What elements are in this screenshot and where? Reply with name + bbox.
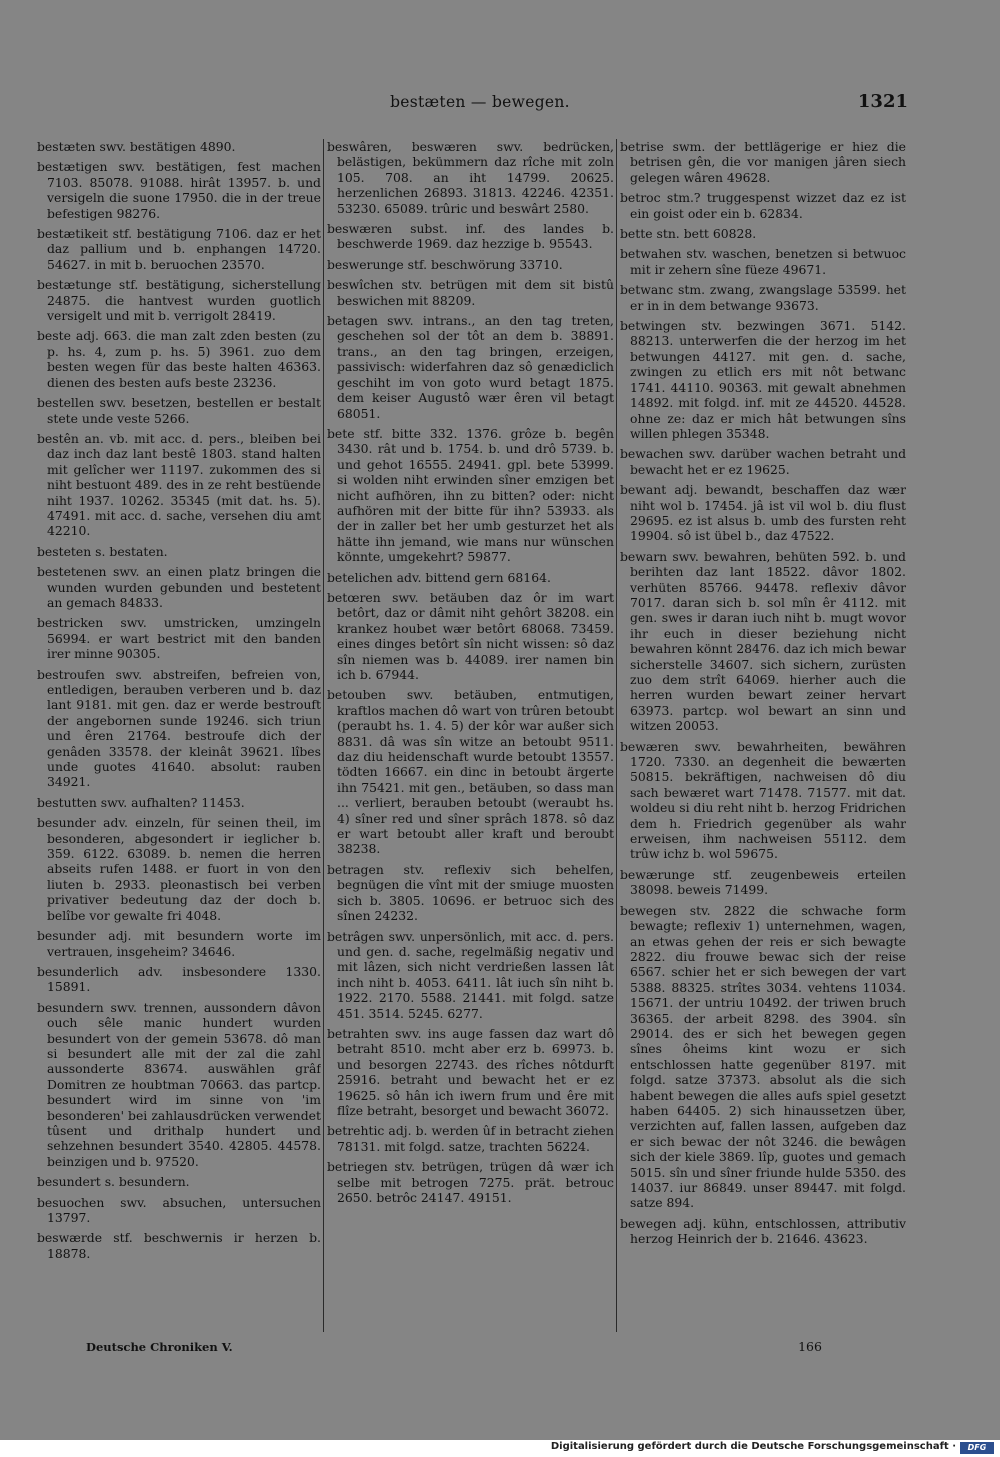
dictionary-entry: betelichen adv. bittend gern 68164. [327,569,551,585]
funding-notice: Digitalisierung gefördert durch die Deutsche Forschungsgemeinschaft · [550,1441,956,1452]
dictionary-entry: bewæren swv. bewahrheiten, bewähren 1720. 7330. an degenheit die bewærten 50815. bekräftigen, nachweisen dô diu sach bewæret wart 71478. 71577. mit dat. woldeu si diu reht niht b. herzog Fridrichen dem h. Friedrich gegenüber als wahr erweisen, ihm nachweisen 55112. dem trûw ichz b. wol 59675. [620,738,906,862]
dictionary-entry: betrâgen swv. unpersönlich, mit acc. d. pers. und gen. d. sache, regelmäßig negativ und mit lâzen, sich nicht verdrießen lassen lât inch niht b. 4053. 6411. lât iuch sîn niht b. 1922. 2170. 5588. 21441. mit folgd. satze 451. 3514. 5245. 6277. [327,928,614,1021]
dictionary-entry: betwanc stm. zwang, zwangslage 53599. het er in in dem betwange 93673. [620,282,906,313]
dictionary-column-right [620,139,906,1332]
dictionary-entry: bestroufen swv. abstreifen, befreien von, entledigen, berauben verberen und b. daz lant 9181. mit gen. daz er werde bestrouft der angebornen sunde 19246. sich triun und êren 21764. bestroufe dich der genâden 33578. der kleinât 39621. lîbes unde guotes 41640. absolut: rauben 34921. [37,666,321,790]
dictionary-entry: bewachen swv. darüber wachen betraht und bewacht het er ez 19625. [620,446,906,477]
dictionary-entry: betwahen stv. waschen, benetzen si betwuoc mit ir zehern sîne füeze 49671. [620,246,906,277]
dictionary-entry: bestutten swv. aufhalten? 11453. [37,794,245,810]
dictionary-entry: besteten s. bestaten. [37,543,168,559]
dictionary-entry: besunderlich adv. insbesondere 1330. 15891. [37,963,321,995]
dictionary-entry: beswærde stf. beschwernis ir herzen b. 18878. [37,1230,321,1261]
dictionary-entry: bewant adj. bewandt, beschaffen daz wær niht wol b. 17454. jâ ist vil wol b. diu flust 29695. ez ist alsus b. umb des fursten reht 19904. sô ist übel b., daz 47522. [620,482,906,544]
dictionary-entry: besundern swv. trennen, aussondern dâvon ouch sêle manic hundert wurden besundert von der gemein 53678. dô man si besundert alle mit der zal die zahl aussonderte 83674. auswählen grâf Domitren ze houbtman 70663. das partcp. besundert wird im sinne von 'im besonderen' bei zahlausdrücken verwendet tûsent und drithalp hundert und sehzehnen besundert 3540. 42805. 44578. beinzigen und b. 97520. [37,999,321,1169]
dictionary-entry: beswerunge stf. beschwörung 33710. [327,256,563,272]
dictionary-entry: bestæten swv. bestätigen 4890. [37,139,236,154]
dictionary-column-middle [327,139,614,1332]
dictionary-entry: besuochen swv. absuchen, untersuchen 13797. [37,1194,321,1225]
dictionary-entry: bete stf. bitte 332. 1376. grôze b. begên 3430. rât und b. 1754. b. und drô 5739. b. und gehot 16555. 24941. gpl. bete 53999. si wolden niht erwinden sîner emzigen bet nicht aufhören, ihn zu bitten? oder: nicht aufhören mit der bitte für ihn? 53933. als der in zaller bet her umb gesturzet het als hätte ihn jemand, wie mans nur wünschen könnte, umgekehrt? 59877. [327,425,614,565]
dictionary-entry: betouben swv. betäuben, entmutigen, kraftlos machen dô wart von trûren betoubt (peraubt hs. 1. 4. 5) der kôr war außer sich 8831. dâ was sîn witze an betoubt 9511. daz diu heidenschaft wurde betoubt 13557. tödten 16667. ein dinc in betoubt ärgerte ihn 75421. mit gen., betäuben, so dass man ... verliert, berauben betoubt (weraubt hs. 4) sîner red und sîner sprâch 1878. sô daz er wart betoubt aller kraft und beroubt 38238. [327,687,614,857]
running-title: bestæten — bewegen. [390,93,570,111]
dictionary-entry: betwingen stv. bezwingen 3671. 5142. 88213. unterwerfen die der herzog im het betwungen 44127. mit gen. d. sache, zwingen zu etlich ers mit nôt betwanc 1741. 44110. 90363. mit gewalt abnehmen 14892. mit folgd. inf. mit ze 44520. 44528. ohne ze: daz er mich hât betwungen sîns willen phlegen 35348. [620,318,906,441]
dictionary-entry: betœren swv. betäuben daz ôr im wart betôrt, daz or dâmit niht gehôrt 38208. ein krankez houbet wær betôrt 68068. 73459. eines dinges betôrt sîn nicht wissen: sô daz sîn niemen was b. 44089. irer namen bin ich b. 67944. [327,589,614,682]
sheet-number: 166 [798,1339,822,1354]
dictionary-entry: betrahten swv. ins auge fassen daz wart dô betraht 8510. mcht aber erz b. 69973. b. und besorgen 22743. des rîches nôtdurft 25916. betraht und bewacht het er ez 19625. sô hân ich iwern frum und êre mit flîze betraht, besorget und bewacht 36072. [327,1025,614,1118]
dictionary-entry: bestellen swv. besetzen, bestellen er bestalt stete unde veste 5266. [37,395,321,426]
dictionary-entry: besunder adv. einzeln, für seinen theil, im besonderen, abgesondert ir ieglicher b. 359. 6122. 63089. b. nemen die herren abseits rufen 1488. er fuort in von den liuten b. 2933. pleonastisch bei verben privativer bedeutung daz der doch b. belîbe vor gewalte fri 4048. [37,815,321,923]
dictionary-entry: bewegen adj. kühn, entschlossen, attributiv herzog Heinrich der b. 21646. 43623. [620,1215,906,1247]
dictionary-entry: beswîchen stv. betrügen mit dem sit bistû beswichen mit 88209. [327,277,614,308]
dictionary-entry: bestetenen swv. an einen platz bringen die wunden wurden gebunden und bestetent an gemach 84833. [37,564,321,610]
dictionary-entry: betrise swm. der bettlägerige er hiez die betrisen gên, die vor manigen jâren siech gelegen wâren 49628. [620,139,906,185]
funding-bar [0,1440,1000,1457]
dictionary-entry: betrehtic adj. b. werden ûf in betracht ziehen 78131. mit folgd. satze, trachten 56224. [327,1123,614,1154]
dictionary-entry: bestætikeit stf. bestätigung 7106. daz er het daz pallium und b. enphangen 14720. 54627. in mit b. beruochen 23570. [37,226,321,272]
column-divider [616,139,617,1332]
dictionary-entry: bestætunge stf. bestätigung, sicherstellung 24875. die hantvest wurden guotlich versigelt und mit b. verrigolt 28419. [37,277,321,324]
dictionary-entry: bewegen stv. 2822 die schwache form bewagte; reflexiv 1) unternehmen, wagen, an etwas gehen der reis er sich bewagte 2822. diu frouwe bewac sich der reise 6567. schier het er sich bewegen der vart 5388. 88325. strîtes 3034. vehtens 11034. 15671. der untriu 10492. der triwen bruch 36365. der arbeit 8298. des 3904. sîn 29014. des er sich het bewegen gegen sînes ôheims kint wozu er sich entschlossen hatte gegenüber 8197. mit folgd. satze 37373. absolut als die sich habent bewegen die alles aufs spiel gesetzt haben 64405. 2) sich hinaussetzen über, verzichten auf, fallen lassen, aufgeben daz er sich bewac der nôt 3246. die bewâgen sich der kiele 3869. lîp, guotes und gemach 5015. sîn und sîner friunde hulde 5350. des 14037. iur 86849. unser 89447. mit folgd. satze 894. [620,902,906,1211]
dictionary-entry: bewarn swv. bewahren, behüten 592. b. und berihten daz lant 18522. dâvor 1802. verhüten 85766. 94478. reflexiv dâvor 7017. daran sich b. sol mîn êr 4112. mit gen. swes ir daran iuch niht b. mugt wovor ihr euch in dieser beziehung nicht bewahren könnt 28476. daz ich mich bewar sicherstelle 34607. sich sichern, zurüsten zuo dem strît 64069. hierher auch die herren wurden bewart zeiner hervart 63973. partcp. wol bewart an sinn und witzen 20053. [620,548,906,734]
dictionary-entry: bewærunge stf. zeugenbeweis erteilen 38098. beweis 71499. [620,866,906,898]
dictionary-entry: beswæren subst. inf. des landes b. beschwerde 1969. daz hezzige b. 95543. [327,221,614,252]
dictionary-entry: besunder adj. mit besundern worte im vertrauen, insgeheim? 34646. [37,928,321,959]
series-title: Deutsche Chroniken V. [86,1340,233,1354]
dictionary-entry: bestricken swv. umstricken, umzingeln 56994. er wart bestrict mit den banden irer minne 90305. [37,615,321,662]
dictionary-entry: beswâren, beswæren swv. bedrücken, belästigen, bekümmern daz rîche mit zoln 105. 708. an iht 14799. 20625. herzenlichen 26893. 31813. 42246. 42351. 53230. 65089. trûric und beswârt 2580. [327,139,614,216]
dictionary-entry: betriegen stv. betrügen, trügen dâ wær ich selbe mit betrogen 7275. prät. betrouc 2650. betrôc 24147. 49151. [327,1159,614,1205]
dfg-logo: DFG [960,1442,994,1454]
dictionary-column-left [37,139,321,1332]
dictionary-entry: besundert s. besundern. [37,1174,190,1190]
dictionary-entry: betroc stm.? truggespenst wizzet daz ez ist ein goist oder ein b. 62834. [620,190,906,221]
dictionary-entry: betragen stv. reflexiv sich behelfen, begnügen die vînt mit der smiuge muosten sich b. 3805. 10696. er betruoc sich des sînen 24232. [327,861,614,924]
dictionary-entry: bestên an. vb. mit acc. d. pers., bleiben bei daz inch daz lant bestê 1803. stand halten mit gelîcher wer 11197. zukommen des si niht bestuont 489. des in ze reht bestüende niht 1937. 10262. 35345 (mit dat. hs. 5). 47491. mit acc. d. sache, versehen diu amt 42210. [37,430,321,539]
dictionary-entry: bette stn. bett 60828. [620,226,757,242]
column-divider [323,139,324,1332]
dictionary-entry: betagen swv. intrans., an den tag treten, geschehen sol der tôt an dem b. 38891. trans., an den tag bringen, erzeigen, passivisch: widerfahren daz sô genædiclich geschiht im von goto wurd betagt 1875. dem keiser Augustô wær êren vil betagt 68051. [327,313,614,421]
dictionary-entry: beste adj. 663. die man zalt zden besten (zu p. hs. 4, zum p. hs. 5) 3961. zuo dem besten wegen für das beste halten 46363. dienen des besten aufs beste 23236. [37,328,321,390]
page-number: 1321 [857,91,908,112]
running-header [0,93,1000,123]
dictionary-entry: bestætigen swv. bestätigen, fest machen 7103. 85078. 91088. hirât 13957. b. und versigeln die suone 17950. die in der treue befestigen 98276. [37,159,321,221]
